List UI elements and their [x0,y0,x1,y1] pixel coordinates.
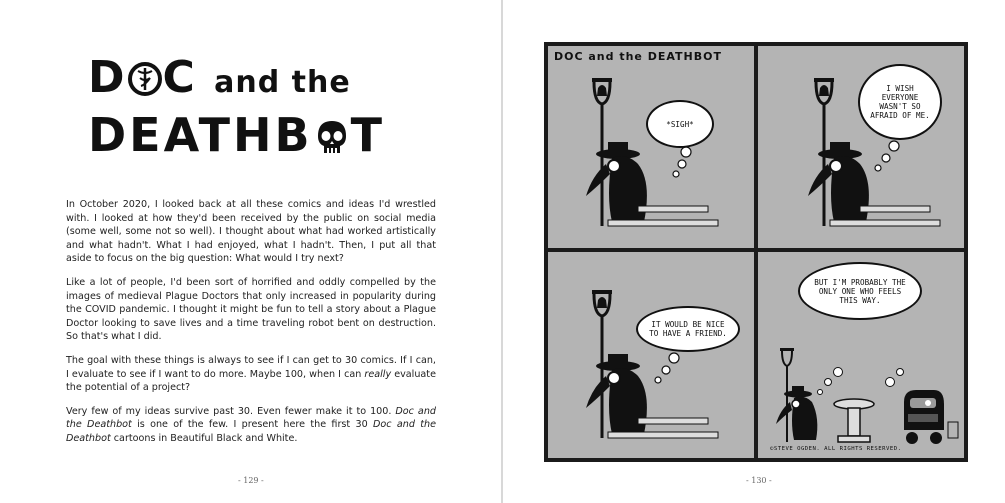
left-page [0,0,501,503]
plague-doctor-with-bell-illustration [758,46,964,248]
title-letter-c: C [162,52,197,103]
title-deathb: DEATHB [88,108,313,162]
plague-doctor-with-bell-illustration [548,252,754,458]
skull-o-icon [314,118,350,156]
title-and-the: and the [214,65,351,100]
paragraph-3-emphasis: really [364,368,392,380]
paragraph-3-b: evaluate the potential of a project? [66,368,436,394]
speech-bubble-panel-2: I WISH EVERYONE WASN'T SO AFRAID OF ME. [858,64,942,140]
speech-bubble-panel-4: BUT I'M PROBABLY THE ONLY ONE WHO FEELS THIS WAY. [798,262,922,320]
paragraph-3 [66,354,436,395]
comic-panel-1 [548,46,754,248]
book-title-line-2 [88,108,385,162]
paragraph-4 [66,405,436,446]
caduceus-o-icon [128,62,162,96]
intro-text [66,198,436,456]
right-page [503,0,1005,503]
book-title-line-1 [88,52,351,103]
comic-strip [544,42,968,462]
paragraph-2: Like a lot of people, I'd been sort of horrified and oddly compelled by the images of medieval Plague Doctors that only increased in popularity during the COVID pandemic. I thought it might be fun to tell a story about a Plague Doctor looking to save lives and a time traveling robot bent on destruction. So that's what I did. [66,276,436,343]
title-letter-d: D [88,52,127,103]
paragraph-4-c: cartoons in Beautiful Black and White. [110,432,298,444]
paragraph-4-b: is one of the few. I present here the first 30 [131,419,374,431]
strip-title: DOC and the DEATHBOT [554,50,722,63]
paragraph-4-a: Very few of my ideas survive past 30. Even fewer make it to 100. [66,405,396,417]
title-t: T [350,108,385,162]
speech-bubble-panel-3: IT WOULD BE NICE TO HAVE A FRIEND. [636,306,740,352]
copyright-notice: ©STEVE OGDEN. ALL RIGHTS RESERVED. [770,446,902,452]
page-number-left: - 129 - [238,476,264,485]
paragraph-4-title-2: Doc and the Deathbot [66,419,436,444]
comic-panel-4 [758,252,964,458]
page-number-right: - 130 - [746,476,772,485]
paragraph-1: In October 2020, I looked back at all these comics and ideas I'd wrestled with. I looked at how they'd been received by the public on social media (some well, some not so well). I thought about what had worked artistically and what hadn't. What I had enjoyed, what I hadn't. Then, I put all that aside to focus on the big question: What would I try next? [66,199,436,265]
paragraph-4-title-1: Doc and the Deathbot [66,405,436,431]
paragraph-3-a: The goal with these things is always to see if I can get to 30 comics. If I can, I evaluate to see if I want to do more. Maybe 100, when I can [66,354,436,380]
comic-panel-3 [548,252,754,458]
plague-doctor-with-bell-illustration [548,46,754,248]
comic-panel-2 [758,46,964,248]
speech-bubble-panel-1: *SIGH* [646,100,714,148]
